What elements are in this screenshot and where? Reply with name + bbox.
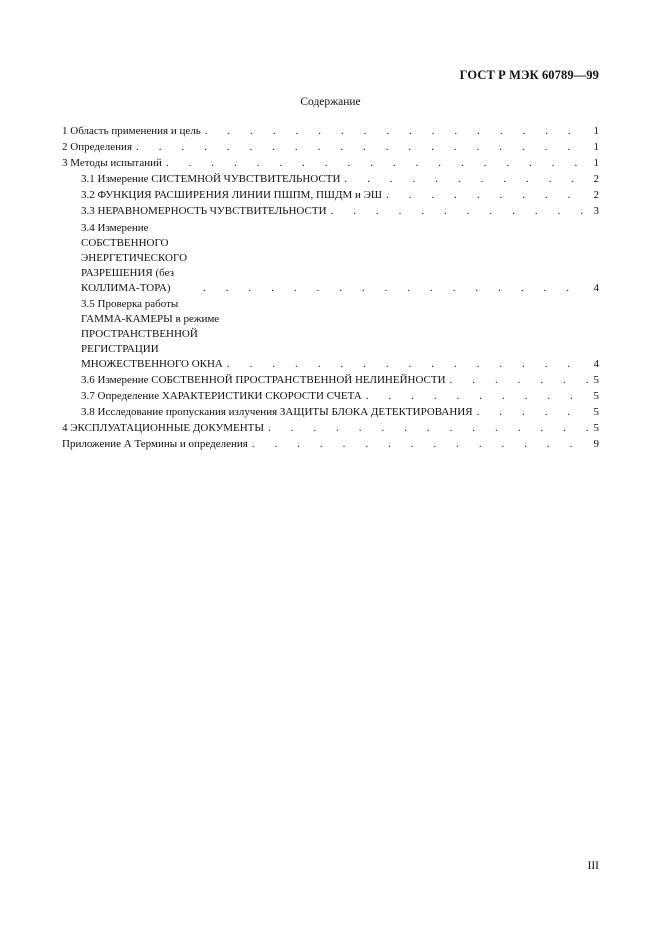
toc-entry-page: 1 — [593, 157, 599, 170]
toc-entry[interactable] — [62, 221, 599, 296]
toc-entry-page: 1 — [593, 141, 599, 154]
dot-leader — [223, 357, 589, 372]
toc-entry[interactable] — [62, 437, 599, 452]
toc-entry[interactable] — [62, 297, 599, 372]
toc-entry[interactable] — [62, 204, 599, 219]
toc-entry[interactable] — [62, 188, 599, 203]
toc-entry-text: 3.6 Измерение СОБСТВЕННОЙ ПРОСТРАНСТВЕННОЙ НЕЛИНЕЙНОСТИ — [81, 373, 446, 386]
toc-entry-text: 3.2 ФУНКЦИЯ РАСШИРЕНИЯ ЛИНИИ ПШПМ, ПШДМ и ЭШ — [81, 189, 383, 202]
dot-leader — [264, 421, 589, 436]
toc-entry[interactable] — [62, 389, 599, 404]
dot-leader — [199, 281, 589, 296]
toc-entry[interactable] — [62, 140, 599, 155]
toc-entry-page: 5 — [593, 422, 599, 435]
toc-entry[interactable] — [62, 421, 599, 436]
toc-entry-page: 5 — [593, 389, 599, 402]
dot-leader — [473, 405, 589, 420]
toc-entry-text: 4 ЭКСПЛУАТАЦИОННЫЕ ДОКУМЕНТЫ — [62, 422, 264, 435]
toc-entry-text: 3.7 Определение ХАРАКТЕРИСТИКИ СКОРОСТИ СЧЕТА — [81, 389, 362, 402]
toc-entry-page: 3 — [593, 205, 599, 218]
document-code: ГОСТ Р МЭК 60789—99 — [459, 68, 599, 82]
toc-entry-text: 3.4 Измерение СОБСТВЕННОГО ЭНЕРГЕТИЧЕСКОГО РАЗРЕШЕНИЯ (без КОЛЛИМА-ТОРА) — [81, 221, 188, 294]
table-of-contents — [62, 124, 599, 453]
toc-entry-text: Приложение А Термины и определения — [62, 438, 248, 451]
dot-leader — [132, 140, 589, 155]
toc-entry-page: 2 — [593, 173, 599, 186]
toc-entry[interactable] — [62, 172, 599, 187]
dot-leader — [446, 373, 589, 388]
toc-entry[interactable] — [62, 373, 599, 388]
dot-leader — [248, 437, 589, 452]
toc-entry-page: 4 — [593, 357, 599, 370]
dot-leader — [162, 156, 589, 171]
toc-entry-text: 3 Методы испытаний — [62, 157, 162, 170]
toc-entry-text: 3.3 НЕРАВНОМЕРНОСТЬ ЧУВСТВИТЕЛЬНОСТИ — [81, 205, 327, 218]
toc-entry[interactable] — [62, 156, 599, 171]
toc-entry-text: 3.8 Исследование пропускания излучения ЗАЩИТЫ БЛОКА ДЕТЕКТИРОВАНИЯ — [81, 405, 473, 418]
toc-entry-page: 1 — [593, 125, 599, 137]
dot-leader — [327, 204, 589, 219]
toc-entry-page: 5 — [593, 373, 599, 386]
toc-entry-text: 1 Область применения и цель — [62, 125, 201, 137]
toc-entry-page: 2 — [593, 189, 599, 202]
dot-leader — [201, 124, 589, 139]
toc-entry-text: 3.5 Проверка работы ГАММА-КАМЕРЫ в режиме ПРОСТРАНСТВЕННОЙ РЕГИСТРАЦИИ МНОЖЕСТВЕННОГО ОКНА — [81, 297, 223, 370]
dot-leader — [382, 188, 589, 203]
toc-entry-page: 9 — [593, 438, 599, 451]
toc-entry-text: 3.1 Измерение СИСТЕМНОЙ ЧУВСТВИТЕЛЬНОСТИ — [81, 173, 341, 186]
toc-entry-text: 2 Определения — [62, 141, 133, 154]
page-number: III — [587, 860, 599, 872]
toc-entry-page: 5 — [593, 405, 599, 418]
dot-leader — [362, 389, 589, 404]
toc-entry-page: 4 — [593, 281, 599, 294]
dot-leader — [340, 172, 589, 187]
toc-entry[interactable] — [62, 124, 599, 139]
toc-entry[interactable] — [62, 405, 599, 420]
toc-title: Содержание — [300, 96, 361, 108]
